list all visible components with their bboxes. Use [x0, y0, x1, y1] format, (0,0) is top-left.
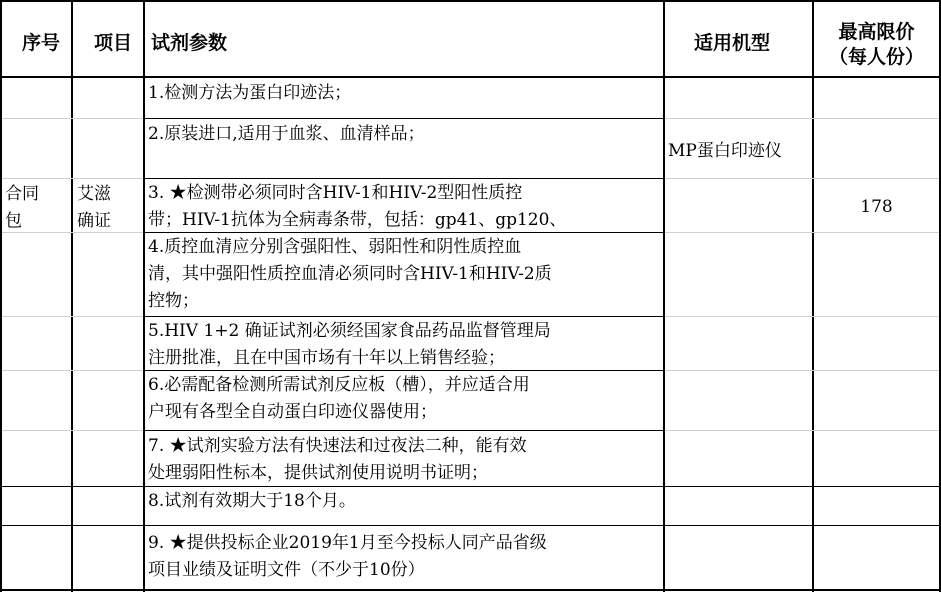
gridline [665, 178, 939, 179]
row-divider [143, 316, 663, 317]
param-item [148, 80, 351, 107]
param-item [148, 433, 527, 487]
row-divider [143, 118, 663, 119]
gridline [665, 430, 939, 431]
param-line: 7. ★试剂实验方法有快速法和过夜法二种，能有效 [148, 436, 527, 456]
row-divider [0, 525, 941, 526]
param-line: 1.检测方法为蛋白印迹法； [148, 83, 352, 103]
gridline [665, 370, 939, 371]
header-item: 项目 [94, 32, 133, 54]
param-line: 8.试剂有效期大于18个月。 [148, 491, 356, 511]
param-line: 4.质控血清应分别含强阳性、弱阳性和阴性质控血 [148, 237, 522, 257]
param-line: 3. ★检测带必须同时含HIV-1和HIV-2型阳性质控 [148, 183, 523, 203]
gridline [2, 370, 143, 371]
gridline [665, 232, 939, 233]
row-item [77, 181, 111, 235]
param-item [148, 318, 551, 372]
row-divider [143, 430, 663, 431]
gridline [665, 118, 939, 119]
param-line: 项目业绩及证明文件（不少于10份） [148, 560, 425, 580]
param-line: 注册批准，且在中国市场有十年以上销售经验； [148, 348, 505, 368]
gridline [2, 316, 143, 317]
param-item [148, 180, 566, 232]
table-border-bottom [0, 589, 941, 591]
row-item-line: 确证 [77, 211, 111, 231]
header-params: 试剂参数 [151, 32, 228, 54]
table-border-left [0, 0, 2, 592]
column-divider [663, 0, 665, 592]
header-divider [0, 76, 941, 78]
column-divider [143, 0, 145, 592]
param-line: 5.HIV 1+2 确证试剂必须经国家食品药品监督管理局 [148, 321, 551, 341]
row-index-line: 包 [5, 211, 22, 231]
column-divider [812, 0, 814, 592]
param-line: 处理弱阳性标本，提供试剂使用说明书证明； [148, 463, 488, 483]
row-model: MP蛋白印迹仪 [668, 141, 782, 161]
param-line: 清，其中强阳性质控血清必须同时含HIV-1和HIV-2质 [148, 264, 552, 284]
param-item [148, 121, 425, 148]
gridline [665, 316, 939, 317]
table-border-top [0, 0, 941, 2]
param-item [148, 530, 547, 584]
param-line: 带；HIV-1抗体为全病毒条带，包括：gp41、gp120、 [148, 210, 567, 230]
gridline [2, 118, 143, 119]
header-price-line2: （每人份） [828, 46, 924, 68]
row-index [5, 181, 39, 235]
header-price-line1: 最高限价 [838, 21, 915, 43]
param-line: 户现有各型全自动蛋白印迹仪器使用； [148, 402, 437, 422]
param-item [148, 372, 530, 426]
row-price: 178 [860, 197, 893, 217]
param-line: 9. ★提供投标企业2019年1月至今投标人同产品省级 [148, 533, 547, 553]
row-divider [143, 178, 663, 179]
param-item [148, 234, 552, 315]
column-divider [71, 0, 73, 592]
header-model: 适用机型 [694, 32, 771, 54]
row-item-line: 艾滋 [77, 184, 111, 204]
param-line: 6.必需配备检测所需试剂反应板（槽），并应适合用 [148, 375, 530, 395]
row-divider [143, 232, 663, 233]
param-line: 2.原装进口,适用于血浆、血清样品； [148, 124, 425, 144]
row-index-line: 合同 [5, 184, 39, 204]
param-item [148, 488, 356, 515]
gridline [2, 178, 143, 179]
param-line: 控物； [148, 291, 199, 311]
header-index: 序号 [22, 32, 61, 54]
gridline [2, 430, 143, 431]
